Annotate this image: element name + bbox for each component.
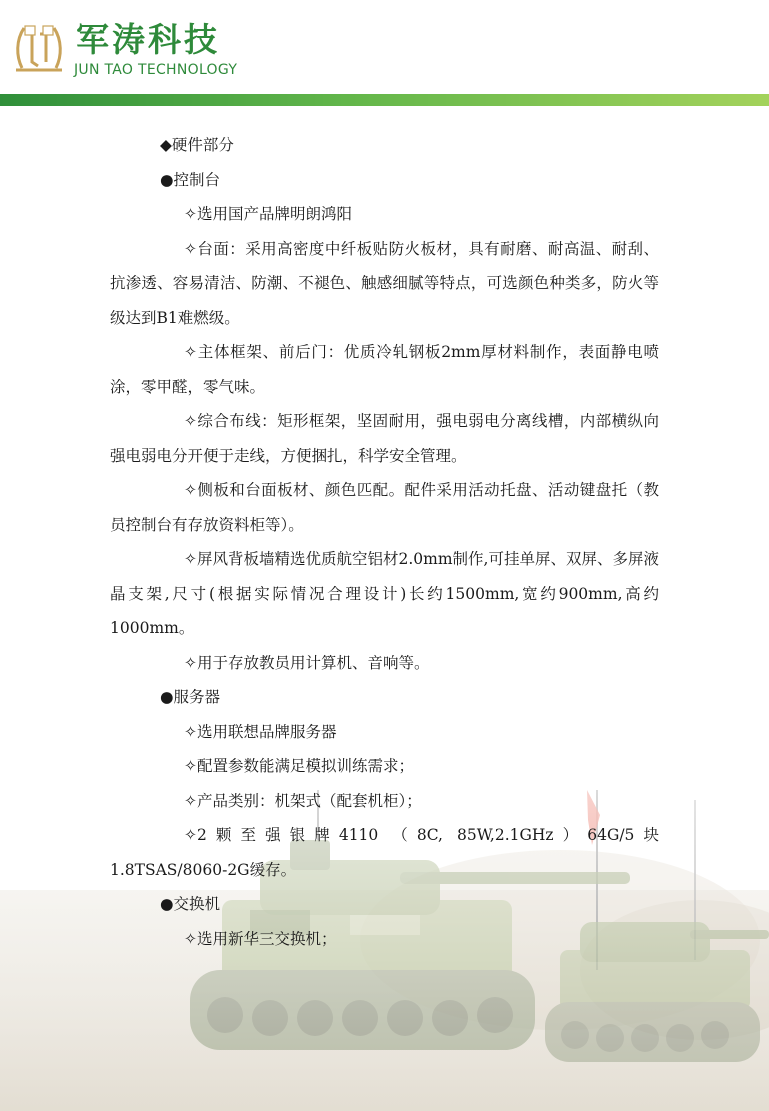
section-hardware-heading: ◆硬件部分: [160, 136, 234, 154]
console-item: ✧选用国产品牌明朗鸿阳: [184, 205, 352, 223]
document-body: [0, 128, 769, 956]
console-item: ✧侧板和台面板材、颜色匹配。配件采用活动托盘、活动键盘托（教员控制台有存放资料柜等）。: [110, 481, 659, 534]
server-item: ✧2颗至强银牌4110 （8C, 85W,2.1GHz）64G/5块1.8TSAS/8060-2G缓存。: [110, 826, 659, 879]
server-item: ✧配置参数能满足模拟训练需求；: [184, 757, 414, 775]
header-gradient-bar: [0, 94, 769, 106]
company-name-en: JUN TAO TECHNOLOGY: [74, 62, 238, 78]
company-logo-icon: [10, 22, 68, 76]
console-item: ✧台面：采用高密度中纤板贴防火板材，具有耐磨、耐高温、耐刮、抗渗透、容易清洁、防潮、不褪色、触感细腻等特点，可选颜色种类多，防火等级达到B1难燃级。: [110, 239, 659, 327]
console-item: ✧综合布线：矩形框架，坚固耐用，强电弱电分离线槽，内部横纵向强电弱电分开便于走线，方便捆扎，科学安全管理。: [110, 412, 659, 465]
server-heading: ●服务器: [160, 688, 221, 706]
server-item: ✧选用联想品牌服务器: [184, 722, 337, 741]
switch-item: ✧选用新华三交换机；: [184, 929, 337, 948]
console-item: ✧用于存放教员用计算机、音响等。: [184, 653, 430, 672]
console-heading: ●控制台: [160, 170, 221, 189]
server-item: ✧产品类别：机架式（配套机柜）；: [184, 791, 422, 810]
company-name-cn: 军涛科技: [76, 20, 220, 59]
console-item: ✧主体框架、前后门：优质冷轧钢板2mm厚材料制作，表面静电喷涂，零甲醛，零气味。: [110, 343, 659, 396]
console-item: ✧屏风背板墙精选优质航空铝材2.0mm制作,可挂单屏、双屏、多屏液晶支架,尺寸(根据实际情况合理设计)长约1500mm,宽约900mm,高约1000mm。: [110, 550, 659, 637]
switch-heading: ●交换机: [160, 895, 221, 913]
page-header: [0, 0, 769, 108]
